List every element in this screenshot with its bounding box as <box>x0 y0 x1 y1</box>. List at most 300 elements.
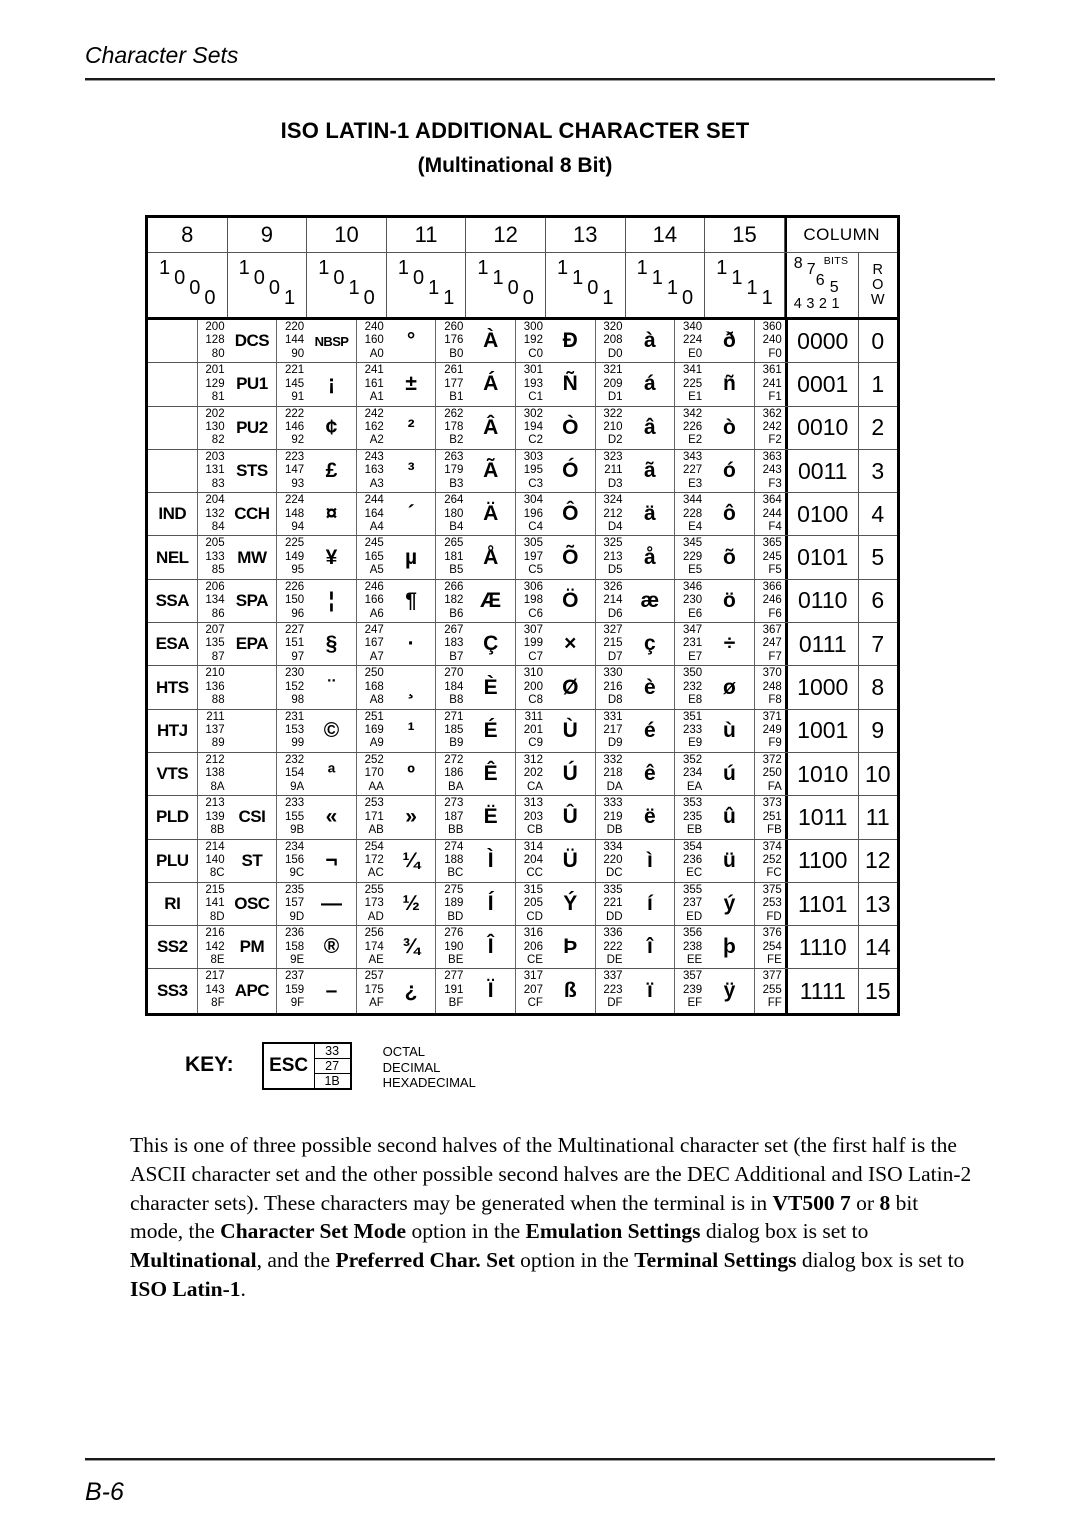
bit-7-label: 7 <box>806 261 816 278</box>
octal-value: 263 <box>444 450 464 463</box>
hex-value: DC <box>605 867 623 880</box>
table-row <box>148 840 897 883</box>
octal-value: 240 <box>364 321 384 333</box>
decimal-value: 160 <box>364 334 384 347</box>
code-values <box>276 753 307 795</box>
decimal-value: 219 <box>603 810 623 823</box>
decimal-value: 189 <box>444 897 464 910</box>
octal-value: 344 <box>682 494 703 507</box>
octal-value: 311 <box>524 710 543 723</box>
char-cell <box>148 450 228 492</box>
code-values <box>754 666 785 708</box>
code-values <box>276 796 307 838</box>
paragraph-text: option in the <box>406 1219 526 1244</box>
paragraph-bold-text: 8 <box>879 1190 891 1215</box>
char-glyph: å <box>644 545 656 569</box>
code-values <box>595 536 626 578</box>
hex-value: A2 <box>369 434 384 447</box>
char-glyph: Ì <box>487 848 494 872</box>
row-bits-cell: 1010 <box>785 753 858 795</box>
row-bits-cell: 0001 <box>785 363 858 405</box>
decimal-value: 217 <box>603 724 623 737</box>
decimal-value: 178 <box>444 421 464 433</box>
char-cell <box>387 320 467 362</box>
code-values <box>197 666 228 708</box>
hex-value: 81 <box>211 391 225 404</box>
hex-value: CA <box>526 780 543 793</box>
code-values <box>754 796 785 838</box>
octal-value: 352 <box>682 753 703 766</box>
hex-value: 84 <box>211 521 225 533</box>
octal-value: 231 <box>285 710 305 723</box>
decimal-value: 183 <box>444 637 464 650</box>
hex-value: F8 <box>768 694 782 707</box>
octal-value: 264 <box>444 494 464 507</box>
bit-digit: 1 <box>651 267 663 289</box>
hex-value: A9 <box>369 737 384 750</box>
decimal-value: 156 <box>285 853 305 866</box>
row-number-cell: 11 <box>858 796 897 838</box>
row-bits-cell: 0010 <box>785 407 858 449</box>
code-values <box>356 710 387 752</box>
char-glyph: ÿ <box>723 979 736 1003</box>
hex-value: 9B <box>290 824 305 837</box>
hex-value: BD <box>447 910 464 923</box>
char-glyph: Î <box>487 935 494 959</box>
octal-value: 247 <box>364 624 384 637</box>
paragraph-bold-text: Character Set Mode <box>220 1219 407 1244</box>
octal-value: 214 <box>205 840 225 853</box>
hex-value: C8 <box>528 694 543 707</box>
table-row <box>148 710 897 753</box>
decimal-value: 218 <box>603 767 623 780</box>
footer-rule <box>85 1458 995 1461</box>
hex-value: A5 <box>369 564 384 577</box>
row-bits-cell: 1111 <box>785 969 858 1012</box>
table-row <box>148 883 897 926</box>
code-values <box>197 883 228 925</box>
decimal-value: 206 <box>523 940 543 953</box>
octal-value: 347 <box>682 624 703 637</box>
decimal-value: 226 <box>682 421 703 433</box>
decimal-value: 193 <box>523 377 543 390</box>
char-cell <box>626 493 706 535</box>
octal-value: 316 <box>523 927 543 940</box>
decimal-value: 212 <box>603 507 623 520</box>
char-cell <box>705 580 785 622</box>
code-values <box>197 407 228 449</box>
hex-value: DB <box>606 824 623 837</box>
char-cell <box>387 753 467 795</box>
octal-value: 331 <box>603 710 623 723</box>
octal-value: 237 <box>285 970 305 983</box>
code-values <box>674 926 705 968</box>
hex-value: AF <box>369 997 384 1010</box>
decimal-value: 237 <box>682 897 703 910</box>
table-row <box>148 796 897 839</box>
octal-value: 345 <box>682 537 703 550</box>
char-cell <box>148 623 228 665</box>
hex-value: B3 <box>449 477 464 490</box>
code-values <box>197 493 228 535</box>
code-values <box>356 493 387 535</box>
octal-value: 367 <box>762 624 782 637</box>
decimal-value: 215 <box>603 637 623 650</box>
octal-value: 223 <box>285 450 305 463</box>
bit-digit: 1 <box>761 287 773 309</box>
code-values <box>276 883 307 925</box>
code-values <box>435 450 466 492</box>
char-cell <box>387 407 467 449</box>
char-glyph: ÷ <box>723 632 736 656</box>
code-values <box>674 969 705 1012</box>
char-cell <box>307 407 387 449</box>
octal-value: 363 <box>762 450 782 463</box>
bit-digit: 1 <box>492 267 504 289</box>
char-cell <box>546 407 626 449</box>
char-glyph: MW <box>237 547 267 567</box>
decimal-value: 132 <box>205 507 225 520</box>
decimal-value: 131 <box>205 464 225 477</box>
code-values <box>595 407 626 449</box>
decimal-value: 242 <box>762 421 782 433</box>
paragraph-bold-text: Preferred Char. Set <box>335 1248 515 1273</box>
hex-value: 91 <box>291 391 305 404</box>
char-cell <box>148 580 228 622</box>
char-cell <box>705 969 785 1012</box>
decimal-value: 137 <box>205 724 225 737</box>
octal-value: 312 <box>523 753 543 766</box>
char-glyph: HTS <box>156 677 189 697</box>
char-cell <box>466 796 546 838</box>
char-cell <box>705 840 785 882</box>
char-cell <box>307 840 387 882</box>
char-cell <box>148 753 228 795</box>
table-row <box>148 623 897 666</box>
row-bits-cell: 0100 <box>785 493 858 535</box>
code-values <box>515 407 546 449</box>
hex-value: A4 <box>369 521 384 533</box>
decimal-value: 173 <box>364 897 384 910</box>
column-number-cell: 12 <box>466 218 546 252</box>
char-glyph <box>228 753 277 795</box>
row-bits-cell: 1100 <box>785 840 858 882</box>
decimal-value: 255 <box>762 983 782 996</box>
code-values <box>197 840 228 882</box>
decimal-value: 130 <box>205 421 225 433</box>
column-number-cell: 8 <box>148 218 228 252</box>
decimal-value: 159 <box>285 983 305 996</box>
char-cell <box>307 753 387 795</box>
octal-value: 325 <box>603 537 623 550</box>
key-esc-char: ESC <box>264 1044 315 1088</box>
char-glyph: § <box>325 632 338 656</box>
octal-value: 232 <box>285 753 305 766</box>
hex-value: 8B <box>210 824 225 837</box>
char-cell <box>626 407 706 449</box>
column-corner-label: COLUMN <box>785 218 897 252</box>
bit-digit: 1 <box>557 257 569 279</box>
hex-value: C0 <box>528 347 543 360</box>
code-values <box>674 796 705 838</box>
decimal-value: 174 <box>364 940 384 953</box>
char-cell <box>466 623 546 665</box>
decimal-value: 245 <box>762 550 782 563</box>
code-values <box>595 666 626 708</box>
decimal-value: 185 <box>444 724 464 737</box>
char-cell <box>228 320 308 362</box>
octal-value: 276 <box>444 927 464 940</box>
char-glyph: APC <box>234 981 270 1001</box>
octal-value: 253 <box>364 797 384 810</box>
octal-value: 373 <box>762 797 782 810</box>
bit-digit: 1 <box>746 277 758 299</box>
char-glyph: ² <box>407 415 415 439</box>
octal-value: 260 <box>444 321 464 333</box>
decimal-value: 149 <box>285 550 305 563</box>
octal-value: 330 <box>603 667 623 680</box>
code-values <box>197 710 228 752</box>
char-cell <box>387 840 467 882</box>
decimal-value: 158 <box>285 940 305 953</box>
char-glyph <box>148 407 197 449</box>
table-row <box>148 753 897 796</box>
octal-value: 200 <box>205 321 225 333</box>
row-number-cell: 5 <box>858 536 897 578</box>
code-values <box>197 969 228 1012</box>
code-values <box>276 493 307 535</box>
hex-value: F3 <box>768 477 782 490</box>
row-number-cell: 8 <box>858 666 897 708</box>
decimal-value: 244 <box>762 507 782 520</box>
code-values <box>754 623 785 665</box>
char-cell <box>466 407 546 449</box>
char-cell <box>626 840 706 882</box>
char-cell <box>466 580 546 622</box>
char-glyph: Ä <box>483 502 499 526</box>
decimal-value: 239 <box>682 983 703 996</box>
decimal-value: 238 <box>682 940 703 953</box>
hex-value: 89 <box>211 737 225 750</box>
octal-value: 333 <box>603 797 623 810</box>
hex-value: CB <box>526 824 543 837</box>
octal-value: 327 <box>603 624 623 637</box>
row-word-letter: R <box>872 261 883 278</box>
code-values <box>754 926 785 968</box>
decimal-value: 230 <box>682 594 703 607</box>
char-glyph: â <box>644 415 656 439</box>
octal-value: 201 <box>205 364 225 377</box>
bits-word: BITS <box>823 255 849 267</box>
char-glyph: Ç <box>483 632 499 656</box>
hex-value: D3 <box>607 477 623 490</box>
decimal-value: 128 <box>205 334 225 347</box>
table-row <box>148 666 897 709</box>
code-values <box>435 623 466 665</box>
hex-value: 9E <box>290 953 305 966</box>
char-glyph: PLD <box>156 807 189 827</box>
bit-digit: 0 <box>174 267 186 289</box>
octal-value: 230 <box>285 667 305 680</box>
octal-value: 207 <box>205 624 225 637</box>
char-cell <box>546 753 626 795</box>
char-glyph: SS3 <box>156 981 188 1001</box>
decimal-value: 192 <box>523 334 543 347</box>
octal-value: 343 <box>682 450 703 463</box>
hex-value: EF <box>687 997 703 1010</box>
table-row <box>148 493 897 536</box>
char-glyph: é <box>644 718 656 742</box>
row-number-cell: 12 <box>858 840 897 882</box>
column-bits-cell <box>307 253 387 317</box>
char-glyph: £ <box>325 459 338 483</box>
char-glyph: æ <box>640 588 660 612</box>
octal-value: 364 <box>762 494 782 507</box>
char-cell <box>705 926 785 968</box>
decimal-value: 179 <box>444 464 464 477</box>
char-glyph: Ð <box>562 329 578 353</box>
table-row <box>148 450 897 493</box>
row-bits-cell: 1011 <box>785 796 858 838</box>
octal-value: 251 <box>364 710 384 723</box>
char-cell <box>705 363 785 405</box>
char-glyph <box>148 450 197 492</box>
hex-value: FF <box>767 997 782 1010</box>
bit-digit: 0 <box>363 287 375 309</box>
char-glyph: í <box>646 892 653 915</box>
char-glyph: SSA <box>155 590 190 610</box>
hex-value: D5 <box>607 564 623 577</box>
decimal-value: 186 <box>444 767 464 780</box>
bits-diagram <box>787 253 859 317</box>
decimal-value: 135 <box>205 637 225 650</box>
char-cell <box>307 796 387 838</box>
hex-value: 85 <box>211 564 225 577</box>
octal-value: 272 <box>444 753 464 766</box>
code-values <box>515 580 546 622</box>
hex-value: E0 <box>688 347 703 360</box>
code-values <box>435 493 466 535</box>
octal-value: 206 <box>205 580 225 593</box>
decimal-value: 251 <box>762 810 782 823</box>
code-values <box>356 969 387 1012</box>
char-glyph: É <box>483 718 498 742</box>
title-block <box>85 118 945 178</box>
char-cell <box>705 407 785 449</box>
code-values <box>674 623 705 665</box>
char-glyph: û <box>723 805 736 829</box>
char-glyph: ¦ <box>328 588 335 612</box>
char-glyph: ü <box>723 848 736 872</box>
octal-value: 213 <box>205 797 225 810</box>
decimal-value: 154 <box>285 767 305 780</box>
char-cell <box>228 450 308 492</box>
code-values <box>435 407 466 449</box>
char-cell <box>546 493 626 535</box>
char-glyph: ³ <box>407 459 415 483</box>
octal-value: 216 <box>205 927 225 940</box>
column-number-cell: 9 <box>228 218 308 252</box>
char-cell <box>387 926 467 968</box>
hex-value: C6 <box>528 607 543 620</box>
hex-value: BE <box>448 953 464 966</box>
decimal-value: 213 <box>603 550 623 563</box>
char-cell <box>626 666 706 708</box>
octal-value: 275 <box>444 883 464 896</box>
bit-digit: 0 <box>204 287 216 309</box>
decimal-value: 210 <box>603 421 623 433</box>
bit-digit: 0 <box>522 287 534 309</box>
octal-value: 274 <box>444 840 464 853</box>
octal-value: 261 <box>444 364 464 377</box>
octal-value: 212 <box>205 753 225 766</box>
char-glyph: — <box>320 892 342 915</box>
decimal-value: 176 <box>444 334 464 347</box>
octal-value: 227 <box>285 624 305 637</box>
decimal-value: 151 <box>285 637 305 650</box>
code-values <box>276 450 307 492</box>
decimal-value: 166 <box>364 594 384 607</box>
hex-value: ED <box>686 910 703 923</box>
char-cell <box>546 710 626 752</box>
hex-value: 8F <box>211 997 225 1010</box>
hex-value: 80 <box>211 347 225 360</box>
code-values <box>276 926 307 968</box>
decimal-value: 129 <box>205 377 225 390</box>
code-values <box>754 493 785 535</box>
code-values <box>515 969 546 1012</box>
key-decimal-value: 27 <box>315 1059 350 1074</box>
char-cell <box>148 969 228 1012</box>
table-row <box>148 363 897 406</box>
octal-value: 365 <box>762 537 782 550</box>
char-glyph: NBSP <box>314 333 349 349</box>
char-cell <box>148 666 228 708</box>
decimal-value: 177 <box>444 377 464 390</box>
decimal-value: 252 <box>762 853 782 866</box>
char-cell <box>626 450 706 492</box>
char-cell <box>466 926 546 968</box>
decimal-value: 201 <box>523 724 543 737</box>
row-bits-cell: 1000 <box>785 666 858 708</box>
hex-value: E4 <box>688 521 703 533</box>
char-glyph: ¶ <box>405 588 417 612</box>
code-values <box>515 450 546 492</box>
row-bits-cell: 0000 <box>785 320 858 362</box>
hex-value: E8 <box>688 694 703 707</box>
char-glyph: ¼ <box>402 848 420 872</box>
octal-value: 336 <box>603 927 623 940</box>
char-cell <box>466 493 546 535</box>
octal-value: 252 <box>364 753 384 766</box>
hex-value: 8C <box>209 867 225 880</box>
char-cell <box>626 796 706 838</box>
octal-value: 360 <box>762 321 782 333</box>
code-values <box>435 363 466 405</box>
key-decimal-label: DECIMAL <box>382 1059 441 1075</box>
hex-value: CE <box>526 953 543 966</box>
code-values <box>356 666 387 708</box>
char-cell <box>228 883 308 925</box>
char-glyph: ß <box>563 979 577 1003</box>
decimal-value: 136 <box>205 680 225 693</box>
hex-value: B0 <box>449 347 464 360</box>
hex-value: B9 <box>449 737 464 750</box>
column-bits-cell <box>387 253 467 317</box>
char-glyph: ° <box>406 329 416 353</box>
char-glyph: Á <box>483 372 499 396</box>
hex-value: EC <box>686 867 703 880</box>
